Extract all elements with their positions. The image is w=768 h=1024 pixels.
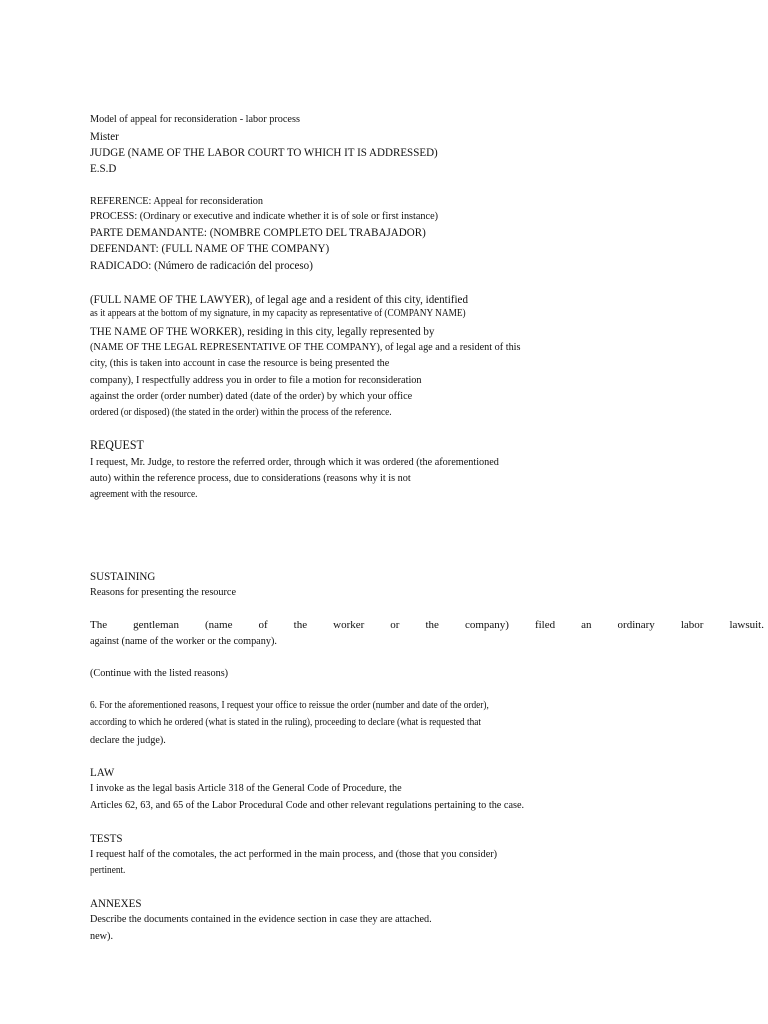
sustaining-word: filed <box>534 619 556 631</box>
request-line: agreement with the resource. <box>90 489 198 500</box>
esd-line: E.S.D <box>90 161 117 175</box>
sustaining-word: of <box>258 619 268 631</box>
annexes-heading: ANNEXES <box>90 896 142 910</box>
sustaining-line: against (name of the worker or the company). <box>90 635 277 647</box>
law-heading: LAW <box>90 765 115 779</box>
sustaining-word: ordinary <box>617 619 655 631</box>
sustaining-word: worker <box>333 619 365 631</box>
law-line: Articles 62, 63, and 65 of the Labor Procedural Code and other relevant regulations pertaining to the case. <box>90 799 525 811</box>
intro-line: company), I respectfully address you in order to file a motion for reconsideration <box>90 374 422 386</box>
salutation: Mister <box>90 129 119 143</box>
reference-line: REFERENCE: Appeal for reconsideration <box>90 195 264 207</box>
intro-line: THE NAME OF THE WORKER), residing in this city, legally represented by <box>90 324 435 338</box>
document-title: Model of appeal for reconsideration - labor process <box>90 113 300 125</box>
annexes-line: new). <box>90 930 114 942</box>
point-six-line: declare the judge). <box>90 734 166 746</box>
point-six-line: according to which he ordered (what is stated in the ruling), proceeding to declare (what is requested that <box>90 717 481 728</box>
intro-line: (NAME OF THE LEGAL REPRESENTATIVE OF THE COMPANY), of legal age and a resident of this <box>90 341 521 353</box>
sustaining-word: The <box>90 619 108 631</box>
judge-line: JUDGE (NAME OF THE LABOR COURT TO WHICH IT IS ADDRESSED) <box>90 145 438 159</box>
tests-heading: TESTS <box>90 831 123 845</box>
point-six-line: 6. For the aforementioned reasons, I request your office to reissue the order (number and date of the order), <box>90 700 489 711</box>
sustaining-subheading: Reasons for presenting the resource <box>90 586 237 598</box>
process-line: PROCESS: (Ordinary or executive and indicate whether it is of sole or first instance) <box>90 210 439 222</box>
sustaining-word: an <box>581 619 592 631</box>
tests-line: I request half of the comotales, the act performed in the main process, and (those that you consider) <box>90 848 498 860</box>
sustaining-word: gentleman <box>133 619 179 631</box>
request-line: auto) within the reference process, due to considerations (reasons why it is not <box>90 472 411 484</box>
law-line: I invoke as the legal basis Article 318 of the General Code of Procedure, the <box>90 782 402 794</box>
intro-line: city, (this is taken into account in case the resource is being presented the <box>90 357 390 369</box>
radicado-line: RADICADO: (Número de radicación del proceso) <box>90 258 313 272</box>
continue-note: (Continue with the listed reasons) <box>90 667 229 679</box>
sustaining-word: the <box>293 619 308 631</box>
sustaining-heading: SUSTAINING <box>90 569 156 583</box>
sustaining-word: lawsuit. <box>729 619 764 631</box>
intro-line: ordered (or disposed) (the stated in the order) within the process of the reference. <box>90 407 392 418</box>
sustaining-word: or <box>390 619 400 631</box>
request-line: I request, Mr. Judge, to restore the referred order, through which it was ordered (the aforementioned <box>90 456 499 468</box>
sustaining-justified-line <box>90 620 764 631</box>
annexes-line: Describe the documents contained in the evidence section in case they are attached. <box>90 913 432 925</box>
sustaining-word: the <box>425 619 439 631</box>
sustaining-word: labor <box>680 619 704 631</box>
request-heading: REQUEST <box>90 437 144 452</box>
sustaining-word: (name <box>204 619 233 631</box>
intro-line: against the order (order number) dated (date of the order) by which your office <box>90 390 413 402</box>
intro-line: (FULL NAME OF THE LAWYER), of legal age and a resident of this city, identified <box>90 292 468 306</box>
sustaining-word: company) <box>464 619 509 631</box>
intro-line: as it appears at the bottom of my signature, in my capacity as representative of (COMPANY NAME) <box>90 308 466 319</box>
plaintiff-line: PARTE DEMANDANTE: (NOMBRE COMPLETO DEL TRABAJADOR) <box>90 225 426 239</box>
defendant-line: DEFENDANT: (FULL NAME OF THE COMPANY) <box>90 241 330 255</box>
tests-line: pertinent. <box>90 865 126 876</box>
